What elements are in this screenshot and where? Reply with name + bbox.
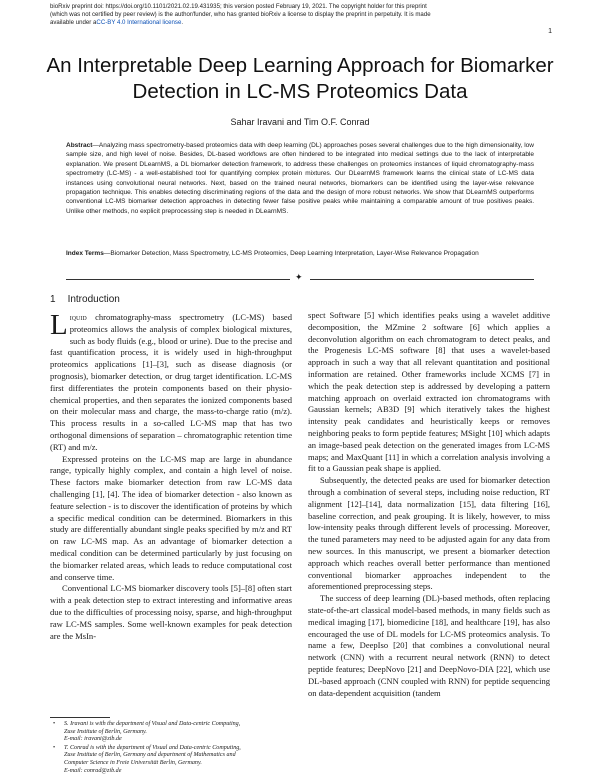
preprint-header bbox=[50, 3, 550, 27]
index-terms-text: —Biomarker Detection, Mass Spectrometry, LC-MS Proteomics, Deep Learning Interpretation, Layer-Wise Relevance Propagation bbox=[103, 250, 479, 257]
footnote-2-line-2: Zuse Institute of Berlin, Germany and department of Mathematics and bbox=[64, 752, 236, 759]
abstract-label: Abstract bbox=[66, 142, 93, 149]
index-terms-label: Index Terms bbox=[66, 250, 104, 257]
footnote-2-line-1: T. Conrad is with the department of Visual and Data-centric Computing, bbox=[64, 744, 241, 751]
preprint-line-3-suffix: . bbox=[181, 19, 184, 26]
preprint-line-1: bioRxiv preprint doi: https://doi.org/10.1101/2021.02.19.431935; this version posted February 19, 2021. The copyright holder for this preprint bbox=[50, 3, 427, 10]
footnote-bullet: • bbox=[53, 744, 56, 751]
divider-line-left bbox=[66, 279, 290, 280]
intro-smallcaps: iquid bbox=[69, 312, 87, 322]
preprint-line-3 bbox=[50, 19, 550, 27]
divider-star-icon: ✦ bbox=[295, 273, 303, 283]
intro-paragraph-2: Expressed proteins on the LC-MS map are large in abundance range, typically highly complex, and contain a high level of noise. These factors make biomarker detection from raw LC-MS data challenging [1], [4]. The idea of biomarker detection - also known as feature selection - is to discover the identification of proteins by which a specific medical condition can be determined. Biomarkers in this study are differentially abundant single peaks specified by m/z and RT on raw LC-MS map. As an advantage of biomarker detection a medical condition can be determined particularly by just focusing on the biomarker related areas, which leads to reduce computational cost and conserve time. bbox=[50, 453, 292, 582]
index-terms bbox=[66, 249, 534, 258]
paper-title: An Interpretable Deep Learning Approach for Biomarker Detection in LC-MS Proteomics Data bbox=[46, 54, 554, 103]
footnote-bullet: • bbox=[53, 721, 56, 727]
intro-paragraph-1 bbox=[50, 309, 292, 454]
page-number: 1 bbox=[548, 28, 552, 35]
dropcap: L bbox=[50, 309, 68, 341]
license-link[interactable]: CC-BY 4.0 International license bbox=[96, 19, 182, 26]
right-column bbox=[308, 310, 550, 699]
footnote-2-line-3: Computer Science in Freie Universität Berlin, Germany. bbox=[64, 759, 202, 766]
divider-line-right bbox=[310, 279, 534, 280]
section-divider bbox=[66, 275, 534, 285]
footnote-2-line-4: E-mail: conrad@zib.de bbox=[64, 767, 122, 774]
footnote-1-line-2: Zuse Institute of Berlin, Germany. bbox=[64, 728, 147, 735]
intro-paragraph-1-text: chromatography-mass spectrometry (LC-MS) based proteomics allows the analysis of complex biological mixtures, such as body fluids (e.g., blood or urine). Due to the precise and fast quantification process, it is widely used in high-throughput proteomics applications [1]–[3], such as disease diagnosis (or prognosis), biomarker detection, or drug target identification. LC-MS first differentiates the protein components based on their physio-chemical properties, and then separates the ionized components based on their molecular mass and charge, the mass-to-charge ratio (m/z). This process results in a so-called LC-MS map that has two orthogonal dimensions of separation – chromatographic retention time (RT) and m/z. bbox=[50, 312, 292, 452]
footnote-2 bbox=[50, 745, 292, 775]
abstract bbox=[66, 141, 534, 216]
preprint-line-3-prefix: available under a bbox=[50, 19, 97, 26]
right-paragraph-3: The success of deep learning (DL)-based methods, often replacing state-of-the-art classical model-based methods, in many fields such as medical imaging [17], biomedicine [18], and healthcare [19], has also encouraged the use of DL models for LC-MS proteomics analysis. To name a few, DeepIso [20] that combines a convolutional neural network (CNN) with a recurrent neural network (RNN) to detect peptide features; DeepNovo [21] and DeepNovo-DIA [22], which use DL-based approach (CNN coupled with RNN) for peptide sequencing on data-dependent acquisition (tandem bbox=[308, 593, 550, 698]
abstract-text: —Analyzing mass spectrometry-based proteomics data with deep learning (DL) approaches poses several challenges due to the high dimensionality, low sample size, and high level of noise. Besides, DL-based workflows are often hindered to be integrated into medical settings due to the lack of interpretable explanation. We present DLearnMS, a DL biomarker detection framework, to address these challenges on proteomics instances of liquid chromatography-mass spectrometry (LC-MS) - a well-established tool for quantifying complex protein mixtures. Our DLearnMS framework learns the clinical state of LC-MS data instances using convolutional neural networks. Next, based on the trained neural networks, biomarkers can be identified using the layer-wise relevance propagation technique. This enables detecting discriminating regions of the data and the design of more robust networks. We show that DLearnMS outperforms conventional LC-MS biomarker detection approaches in detecting fewer false positive peaks while maintaining a comparable amount of true positives peaks. Unlike other methods, no explicit preprocessing step is needed in DLearnMS. bbox=[66, 142, 534, 215]
section-heading bbox=[50, 294, 120, 305]
right-paragraph-2: Subsequently, the detected peaks are used for biomarker detection through a combination of several steps, including noise reduction, RT alignment [12]–[14], data normalization [15], data filtering [16], baseline correction, and peak grouping. It is likely, however, to miss low-intensity peaks through different levels of processing. Moreover, the tuned parameters may need to be adjusted again for any data from new sources. In this manuscript, we present a biomarker detection approach which reaches overall better performance than mentioned conventional biomarker approaches independent to the aforementioned preprocessing steps. bbox=[308, 475, 550, 592]
footnote-1-line-1: S. Iravani is with the department of Visual and Data-centric Computing, bbox=[64, 721, 241, 727]
footnote-1-line-3: E-mail: iravani@zib.de bbox=[64, 736, 122, 743]
intro-paragraph-3: Conventional LC-MS biomarker discovery tools [5]–[8] often start with a peak detection step to extract interesting and informative areas due to the difficulties of processing noisy, sparse, and high-throughput raw LC-MS samples. Some well-known examples for peak detection are the MsIn- bbox=[50, 583, 292, 641]
left-column bbox=[50, 309, 292, 642]
section-title: Introduction bbox=[67, 294, 120, 305]
footnote-rule bbox=[50, 717, 110, 718]
preprint-line-2: (which was not certified by peer review) is the author/funder, who has granted bioRxiv a license to display the preprint in perpetuity. It is made bbox=[50, 11, 431, 18]
authors: Sahar Iravani and Tim O.F. Conrad bbox=[230, 117, 370, 127]
footnotes bbox=[50, 721, 292, 776]
footnote-1 bbox=[50, 721, 292, 744]
right-paragraph-1: spect Software [5] which identifies peaks using a wavelet additive decomposition, the MZmine 2 software [6] which applies a deconvolution algorithm on each chromatogram to detect peaks, and the Progenesis LC-MS software [8] that uses a wavelet-based approach in such a way that all relevant quantitation and positional information are retained. Other frameworks include XCMS [7] in which the peak detection step is addressed by developing a pattern matching approach on overlaid extracted ion chromatograms with Gaussian kernels; AB3D [9] which iteratively takes the highest intensity peak candidates and heuristically keeps or removes neighboring peaks to form peptide features; MSight [10] which adapts an image-based peak detection on the generated images from LC-MS maps; and MaxQuant [11] in which a correlation analysis involving a fit to a Gaussian peak shape is applied. bbox=[308, 310, 550, 474]
section-number: 1 bbox=[50, 294, 56, 305]
